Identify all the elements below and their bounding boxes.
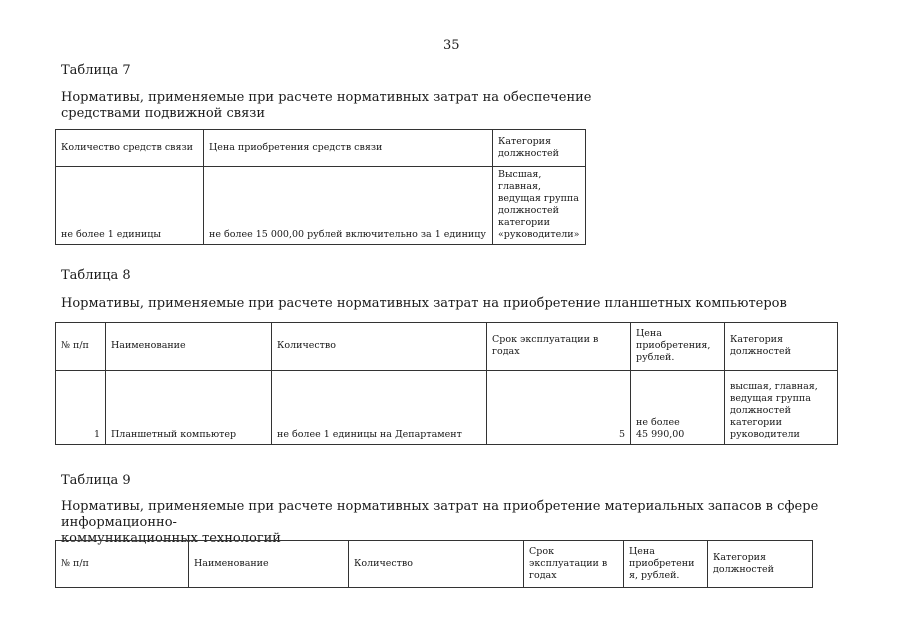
table8-header-cell: Наименование	[106, 323, 272, 371]
table7	[55, 129, 586, 245]
table8-header-cell: Цена приобретения, рублей.	[631, 323, 725, 371]
table9-header-cell: Наименование	[189, 541, 349, 588]
page-number: 35	[443, 38, 460, 53]
table9-caption: Таблица 9	[61, 473, 131, 488]
table9	[55, 540, 813, 588]
table9-title-line2: коммуникационных технологий	[61, 531, 281, 546]
table8-header-cell: Срок эксплуатации в годах	[487, 323, 631, 371]
table7-header-cell: Цена приобретения средств связи	[204, 130, 493, 167]
table9-header-cell: Цена приобретени я, рублей.	[624, 541, 708, 588]
table9-header-row	[56, 541, 813, 588]
table8-header-cell: Количество	[272, 323, 487, 371]
table8-title: Нормативы, применяемые при расчете нормативных затрат на приобретение планшетных компьютеров	[61, 296, 787, 311]
table9-title-line1: Нормативы, применяемые при расчете нормативных затрат на приобретение материальных запасов в сфере информационно-	[61, 499, 819, 530]
table8-cell: высшая, главная, ведущая группа должностей категории руководители	[725, 371, 838, 445]
table-row	[56, 167, 586, 245]
table9-header-cell: № п/п	[56, 541, 189, 588]
table9-header-cell: Количество	[349, 541, 524, 588]
table8-cell: 5	[487, 371, 631, 445]
table7-title	[61, 90, 591, 122]
table7-cell: не более 15 000,00 рублей включительно за 1 единицу	[204, 167, 493, 245]
table-row	[56, 371, 838, 445]
table8-cell: не более 45 990,00	[631, 371, 725, 445]
table8-cell: Планшетный компьютер	[106, 371, 272, 445]
table7-caption: Таблица 7	[61, 63, 131, 78]
table8-header-cell: Категория должностей	[725, 323, 838, 371]
table7-header-row	[56, 130, 586, 167]
table7-header-cell: Категория должностей	[493, 130, 586, 167]
table7-title-line1: Нормативы, применяемые при расчете нормативных затрат на обеспечение	[61, 90, 592, 105]
table8	[55, 322, 838, 445]
table7-cell: не более 1 единицы	[56, 167, 204, 245]
table8-cell: не более 1 единицы на Департамент	[272, 371, 487, 445]
table8-header-row	[56, 323, 838, 371]
table7-header-cell: Количество средств связи	[56, 130, 204, 167]
table7-title-line2: средствами подвижной связи	[61, 106, 266, 121]
table9-header-cell: Категория должностей	[708, 541, 813, 588]
table8-header-cell: № п/п	[56, 323, 106, 371]
table9-header-cell: Срок эксплуатации в годах	[524, 541, 624, 588]
table7-cell: Высшая, главная, ведущая группа должностей категории «руководители»	[493, 167, 586, 245]
table8-caption: Таблица 8	[61, 268, 131, 283]
table8-cell: 1	[56, 371, 106, 445]
